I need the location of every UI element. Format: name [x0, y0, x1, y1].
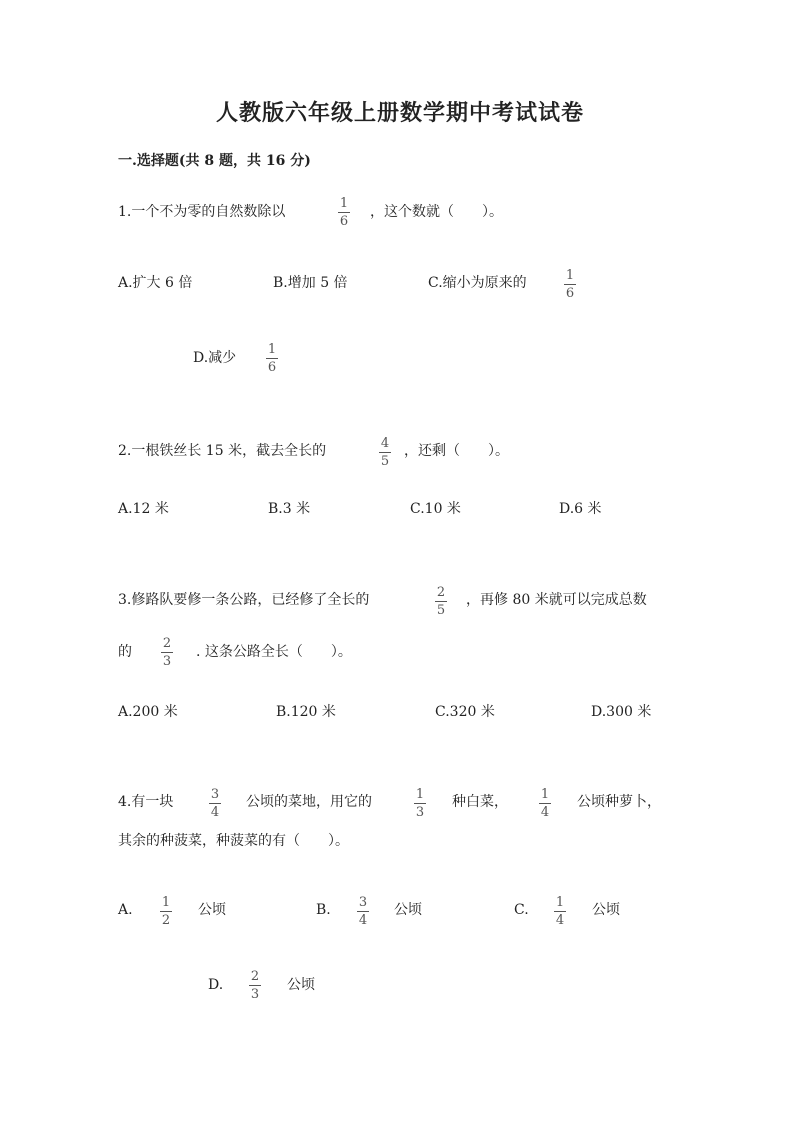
- fraction-denominator: 4: [555, 913, 565, 928]
- q3-option-a[interactable]: A.200 米: [118, 704, 178, 720]
- fraction-bar: [209, 803, 221, 804]
- fraction-numerator: 2: [250, 969, 260, 984]
- q4-option-b[interactable]: B.: [316, 902, 331, 918]
- fraction-denominator: 4: [540, 805, 550, 820]
- q3-text-b: ，再修 80 米就可以完成总数: [466, 592, 647, 608]
- fraction-bar: [249, 985, 261, 986]
- fraction-bar: [266, 358, 278, 359]
- fraction-denominator: 2: [161, 913, 171, 928]
- q3-option-d[interactable]: D.300 米: [591, 704, 652, 720]
- fraction-numerator: 3: [358, 895, 368, 910]
- q4-option-b-unit: 公顷: [394, 902, 422, 918]
- q4-option-c-unit: 公顷: [592, 902, 620, 918]
- fraction-numerator: 1: [415, 787, 425, 802]
- q4-text-a: 4.有一块: [118, 794, 174, 810]
- fraction-bar: [554, 911, 566, 912]
- fraction-denominator: 4: [358, 913, 368, 928]
- fraction-bar: [357, 911, 369, 912]
- q4-option-a-fraction: [160, 895, 172, 928]
- fraction-bar: [160, 911, 172, 912]
- fraction-bar: [435, 601, 447, 602]
- q3-text-a: 3.修路队要修一条公路，已经修了全长的: [118, 592, 370, 608]
- fraction-numerator: 1: [161, 895, 171, 910]
- q2-option-c[interactable]: C.10 米: [410, 501, 461, 517]
- q1-option-a[interactable]: A.扩大 6 倍: [118, 275, 193, 291]
- q1-text-b: ，这个数就（ ）。: [370, 204, 503, 220]
- fraction-numerator: 1: [267, 342, 277, 357]
- q1-text-a: 1.一个不为零的自然数除以: [118, 204, 286, 220]
- q3-text-c: 的: [118, 644, 132, 660]
- q4-option-c-fraction: [554, 895, 566, 928]
- q2-option-d[interactable]: D.6 米: [559, 501, 602, 517]
- fraction-bar: [338, 212, 350, 213]
- q1-fraction: [338, 196, 350, 229]
- q4-text-d: 公顷种萝卜，: [577, 794, 661, 810]
- q1-option-c-fraction: [564, 268, 576, 301]
- q4-option-d-unit: 公顷: [287, 977, 315, 993]
- q4-option-a-unit: 公顷: [198, 902, 226, 918]
- q4-fraction-1: [209, 787, 221, 820]
- q2-option-b[interactable]: B.3 米: [268, 501, 311, 517]
- q3-option-c[interactable]: C.320 米: [435, 704, 495, 720]
- fraction-denominator: 4: [210, 805, 220, 820]
- q2-fraction: [379, 436, 391, 469]
- fraction-bar: [564, 284, 576, 285]
- q2-text-b: ，还剩（ ）。: [404, 443, 509, 459]
- q4-option-d[interactable]: D.: [208, 977, 224, 993]
- fraction-bar: [161, 652, 173, 653]
- q1-option-b[interactable]: B.增加 5 倍: [273, 275, 348, 291]
- fraction-denominator: 6: [267, 360, 277, 375]
- section-heading: 一.选择题(共 8 题，共 16 分): [118, 153, 311, 169]
- fraction-denominator: 3: [162, 654, 172, 669]
- fraction-numerator: 3: [210, 787, 220, 802]
- fraction-numerator: 4: [380, 436, 390, 451]
- q4-text-e: 其余的种菠菜，种菠菜的有（ ）。: [118, 833, 349, 849]
- q2-option-a[interactable]: A.12 米: [118, 501, 169, 517]
- q1-option-c[interactable]: C.缩小为原来的: [428, 275, 527, 291]
- fraction-denominator: 6: [339, 214, 349, 229]
- fraction-numerator: 1: [540, 787, 550, 802]
- fraction-denominator: 5: [436, 603, 446, 618]
- q4-option-b-fraction: [357, 895, 369, 928]
- fraction-numerator: 2: [162, 636, 172, 651]
- fraction-numerator: 1: [339, 196, 349, 211]
- fraction-denominator: 3: [250, 987, 260, 1002]
- q4-fraction-2: [414, 787, 426, 820]
- q3-fraction-1: [435, 585, 447, 618]
- fraction-denominator: 5: [380, 454, 390, 469]
- q1-option-d[interactable]: D.减少: [193, 350, 237, 366]
- fraction-numerator: 2: [436, 585, 446, 600]
- fraction-denominator: 6: [565, 286, 575, 301]
- q3-fraction-2: [161, 636, 173, 669]
- fraction-numerator: 1: [565, 268, 575, 283]
- q4-fraction-3: [539, 787, 551, 820]
- q4-option-d-fraction: [249, 969, 261, 1002]
- page-title: 人教版六年级上册数学期中考试试卷: [215, 100, 584, 126]
- fraction-bar: [379, 452, 391, 453]
- q2-text-a: 2.一根铁丝长 15 米，截去全长的: [118, 443, 327, 459]
- fraction-bar: [539, 803, 551, 804]
- fraction-bar: [414, 803, 426, 804]
- q4-option-c[interactable]: C.: [514, 902, 529, 918]
- q4-text-c: 种白菜，: [452, 794, 508, 810]
- q4-option-a[interactable]: A.: [118, 902, 133, 918]
- q1-option-d-fraction: [266, 342, 278, 375]
- q4-text-b: 公顷的菜地，用它的: [246, 794, 372, 810]
- q3-option-b[interactable]: B.120 米: [276, 704, 336, 720]
- fraction-numerator: 1: [555, 895, 565, 910]
- q3-text-d: . 这条公路全长（ ）。: [196, 644, 352, 660]
- fraction-denominator: 3: [415, 805, 425, 820]
